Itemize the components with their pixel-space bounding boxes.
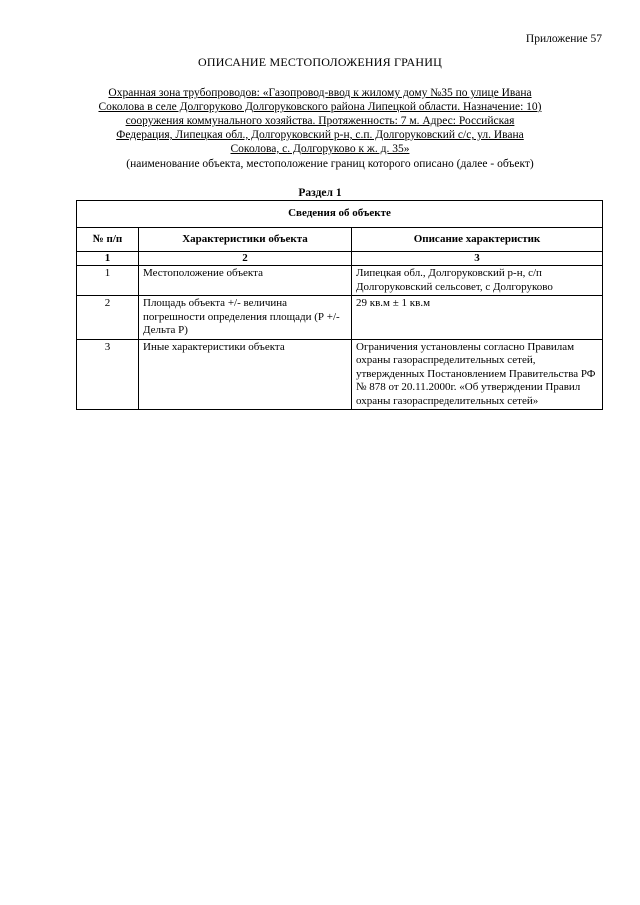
document-title: ОПИСАНИЕ МЕСТОПОЛОЖЕНИЯ ГРАНИЦ xyxy=(198,55,442,69)
column-header-characteristic: Характеристики объекта xyxy=(139,228,352,252)
row-description: 29 кв.м ± 1 кв.м xyxy=(352,296,603,340)
column-header-number: № п/п xyxy=(77,228,139,252)
row-description: Ограничения установлены согласно Правилам охраны газораспределительных сетей, утвержденных Постановлением Правительства РФ № 878 от 20.11.2000г. «Об утверждении Правил охраны газораспределительных сетей» xyxy=(352,339,603,410)
table-row xyxy=(77,296,603,340)
object-description: Охранная зона трубопроводов: «Газопровод-ввод к жилому дому №35 по улице Ивана Соколова в селе Долгоруково Долгоруковского района Липецкой области. Назначение: 10) сооружения коммунального хозяйства. Протяженность: 7 м. Адрес: Российская Федерация, Липецкая обл., Долгоруковский р-н, с.п. Долгоруковский с/с, ул. Ивана Соколова, с. Долгоруково к ж. д. 35» xyxy=(98,87,542,155)
object-info-table xyxy=(76,200,603,410)
row-number: 2 xyxy=(77,296,139,340)
column-number-1: 1 xyxy=(77,252,139,266)
row-characteristic: Местоположение объекта xyxy=(139,266,352,296)
table-caption-row xyxy=(77,201,603,228)
section-title: Раздел 1 xyxy=(298,187,342,199)
column-header-description: Описание характеристик xyxy=(352,228,603,252)
column-number-row xyxy=(77,252,603,266)
row-characteristic: Площадь объекта +/- величина погрешности определения площади (Р +/- Дельта Р) xyxy=(139,296,352,340)
table-caption: Сведения об объекте xyxy=(77,201,603,228)
table-row xyxy=(77,266,603,296)
row-description: Липецкая обл., Долгоруковский р-н, с/п Долгоруковский сельсовет, с Долгоруково xyxy=(352,266,603,296)
column-number-3: 3 xyxy=(352,252,603,266)
row-characteristic: Иные характеристики объекта xyxy=(139,339,352,410)
column-number-2: 2 xyxy=(139,252,352,266)
table-row xyxy=(77,339,603,410)
row-number: 3 xyxy=(77,339,139,410)
appendix-label: Приложение 57 xyxy=(525,33,602,45)
row-number: 1 xyxy=(77,266,139,296)
table-header-row xyxy=(77,228,603,252)
object-caption: (наименование объекта, местоположение границ которого описано (далее - объект) xyxy=(126,158,534,170)
